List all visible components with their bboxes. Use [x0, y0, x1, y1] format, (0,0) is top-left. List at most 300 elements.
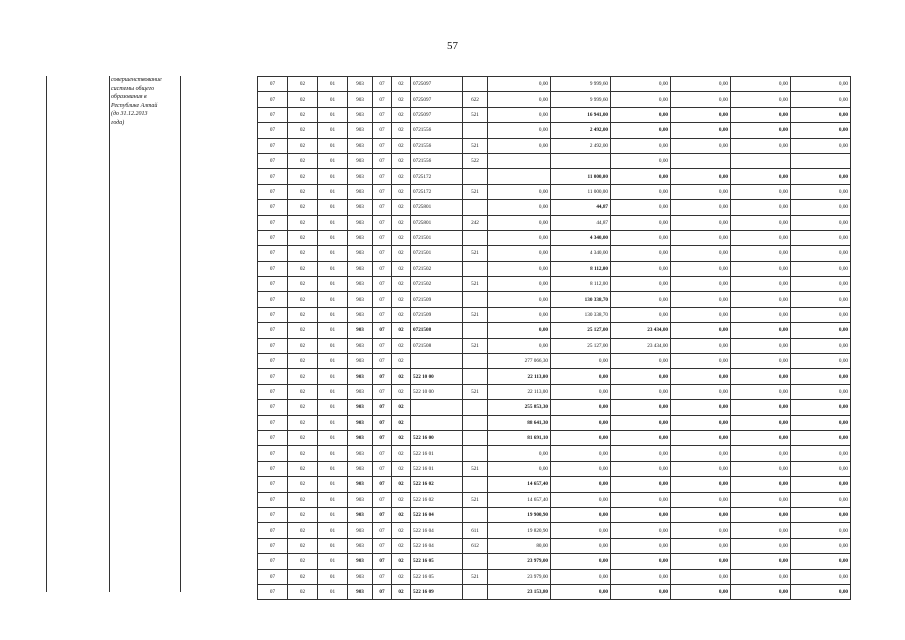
paragraph-code-cell: 02 [392, 338, 411, 353]
target-article-code-cell: 522 16 02 [411, 477, 463, 492]
amount-col-5-cell: 0,00 [731, 92, 791, 107]
amount-col-5-cell: 0,00 [731, 477, 791, 492]
amount-col-2-cell [551, 153, 611, 168]
paragraph-code-cell: 02 [392, 307, 411, 322]
description-line: образования в [111, 94, 147, 101]
amount-col-4-cell: 0,00 [671, 430, 731, 445]
section-code-cell: 07 [258, 492, 288, 507]
target-article-code-cell: 522 10 00 [411, 384, 463, 399]
chapter-code-cell: 07 [373, 492, 392, 507]
amount-col-4-cell [671, 153, 731, 168]
ministry-code-cell: 903 [348, 569, 373, 584]
target-code-cell: 01 [318, 169, 348, 184]
subsection-code-cell: 02 [288, 123, 318, 138]
chapter-code-cell: 07 [373, 554, 392, 569]
target-code-cell: 01 [318, 338, 348, 353]
amount-col-5-cell: 0,00 [731, 215, 791, 230]
expense-type-code-cell [463, 369, 488, 384]
amount-col-5-cell: 0,00 [731, 292, 791, 307]
amount-col-5-cell: 0,00 [731, 184, 791, 199]
expense-type-code-cell: 521 [463, 569, 488, 584]
amount-col-3-cell: 0,00 [611, 246, 671, 261]
column-divider [180, 76, 181, 592]
table-row [258, 554, 851, 569]
amount-col-3-cell: 0,00 [611, 523, 671, 538]
target-article-code-cell: 522 16 05 [411, 569, 463, 584]
expense-type-code-cell [463, 415, 488, 430]
amount-col-6-cell: 0,00 [791, 169, 851, 184]
subsection-code-cell: 02 [288, 107, 318, 122]
ministry-code-cell: 903 [348, 507, 373, 522]
amount-col-1-cell: 0,00 [488, 200, 551, 215]
amount-col-4-cell: 0,00 [671, 92, 731, 107]
paragraph-code-cell: 02 [392, 184, 411, 199]
amount-col-3-cell: 0,00 [611, 384, 671, 399]
target-article-code-cell: 522 16 01 [411, 446, 463, 461]
chapter-code-cell: 07 [373, 292, 392, 307]
amount-col-1-cell: 277 066,30 [488, 354, 551, 369]
paragraph-code-cell: 02 [392, 200, 411, 215]
ministry-code-cell: 903 [348, 153, 373, 168]
paragraph-code-cell: 02 [392, 261, 411, 276]
amount-col-4-cell: 0,00 [671, 338, 731, 353]
paragraph-code-cell: 02 [392, 461, 411, 476]
amount-col-1-cell: 80,00 [488, 538, 551, 553]
section-code-cell: 07 [258, 138, 288, 153]
expense-type-code-cell [463, 584, 488, 599]
amount-col-5-cell: 0,00 [731, 461, 791, 476]
ministry-code-cell: 903 [348, 107, 373, 122]
subsection-code-cell: 02 [288, 538, 318, 553]
table-row [258, 246, 851, 261]
section-code-cell: 07 [258, 215, 288, 230]
amount-col-6-cell: 0,00 [791, 446, 851, 461]
amount-col-2-cell: 0,00 [551, 507, 611, 522]
expense-type-code-cell [463, 323, 488, 338]
program-description [111, 76, 179, 128]
amount-col-3-cell: 0,00 [611, 92, 671, 107]
target-article-code-cell: 0721556 [411, 153, 463, 168]
amount-col-3-cell: 0,00 [611, 492, 671, 507]
chapter-code-cell: 07 [373, 92, 392, 107]
paragraph-code-cell: 02 [392, 92, 411, 107]
ministry-code-cell: 903 [348, 200, 373, 215]
target-code-cell: 01 [318, 446, 348, 461]
paragraph-code-cell: 02 [392, 277, 411, 292]
amount-col-4-cell: 0,00 [671, 384, 731, 399]
target-article-code-cell: 0721556 [411, 138, 463, 153]
amount-col-1-cell: 0,00 [488, 123, 551, 138]
amount-col-2-cell: 0,00 [551, 554, 611, 569]
subsection-code-cell: 02 [288, 507, 318, 522]
description-line: (до 31.12.2013 [111, 111, 148, 118]
expense-type-code-cell: 521 [463, 384, 488, 399]
subsection-code-cell: 02 [288, 215, 318, 230]
description-line: года) [111, 119, 125, 126]
section-code-cell: 07 [258, 415, 288, 430]
ministry-code-cell: 903 [348, 77, 373, 92]
amount-col-1-cell: 0,00 [488, 138, 551, 153]
amount-col-3-cell: 0,00 [611, 261, 671, 276]
amount-col-5-cell: 0,00 [731, 261, 791, 276]
target-article-code-cell [411, 354, 463, 369]
amount-col-1-cell: 0,00 [488, 292, 551, 307]
amount-col-3-cell: 0,00 [611, 138, 671, 153]
target-article-code-cell: 522 16 00 [411, 430, 463, 445]
amount-col-6-cell: 0,00 [791, 323, 851, 338]
table-row [258, 261, 851, 276]
amount-col-6-cell: 0,00 [791, 415, 851, 430]
amount-col-6-cell [791, 153, 851, 168]
amount-col-5-cell: 0,00 [731, 230, 791, 245]
amount-col-6-cell: 0,00 [791, 107, 851, 122]
amount-col-6-cell: 0,00 [791, 215, 851, 230]
amount-col-6-cell: 0,00 [791, 184, 851, 199]
amount-col-1-cell: 88 641,30 [488, 415, 551, 430]
amount-col-5-cell: 0,00 [731, 538, 791, 553]
amount-col-3-cell: 0,00 [611, 430, 671, 445]
amount-col-1-cell: 0,00 [488, 277, 551, 292]
amount-col-2-cell: 25 127,00 [551, 338, 611, 353]
amount-col-5-cell: 0,00 [731, 169, 791, 184]
target-article-code-cell: 0721501 [411, 230, 463, 245]
table-row [258, 92, 851, 107]
amount-col-3-cell: 23 434,00 [611, 323, 671, 338]
target-article-code-cell: 0725801 [411, 215, 463, 230]
amount-col-6-cell: 0,00 [791, 384, 851, 399]
amount-col-5-cell: 0,00 [731, 123, 791, 138]
chapter-code-cell: 07 [373, 123, 392, 138]
amount-col-4-cell: 0,00 [671, 184, 731, 199]
target-code-cell: 01 [318, 261, 348, 276]
target-code-cell: 01 [318, 415, 348, 430]
expense-type-code-cell: 521 [463, 461, 488, 476]
chapter-code-cell: 07 [373, 584, 392, 599]
chapter-code-cell: 07 [373, 384, 392, 399]
amount-col-4-cell: 0,00 [671, 230, 731, 245]
paragraph-code-cell: 02 [392, 415, 411, 430]
section-code-cell: 07 [258, 384, 288, 399]
amount-col-1-cell: 0,00 [488, 215, 551, 230]
target-article-code-cell: 0725097 [411, 77, 463, 92]
amount-col-3-cell: 0,00 [611, 584, 671, 599]
amount-col-5-cell: 0,00 [731, 523, 791, 538]
amount-col-5-cell: 0,00 [731, 415, 791, 430]
table-row [258, 323, 851, 338]
section-code-cell: 07 [258, 584, 288, 599]
expense-type-code-cell [463, 400, 488, 415]
table-row [258, 430, 851, 445]
amount-col-4-cell: 0,00 [671, 523, 731, 538]
subsection-code-cell: 02 [288, 492, 318, 507]
amount-col-6-cell: 0,00 [791, 477, 851, 492]
chapter-code-cell: 07 [373, 277, 392, 292]
chapter-code-cell: 07 [373, 338, 392, 353]
table-row [258, 184, 851, 199]
amount-col-3-cell: 0,00 [611, 554, 671, 569]
subsection-code-cell: 02 [288, 92, 318, 107]
amount-col-2-cell: 0,00 [551, 584, 611, 599]
amount-col-2-cell: 0,00 [551, 538, 611, 553]
target-code-cell: 01 [318, 77, 348, 92]
section-code-cell: 07 [258, 184, 288, 199]
ministry-code-cell: 903 [348, 230, 373, 245]
amount-col-5-cell: 0,00 [731, 77, 791, 92]
subsection-code-cell: 02 [288, 307, 318, 322]
amount-col-4-cell: 0,00 [671, 415, 731, 430]
section-code-cell: 07 [258, 338, 288, 353]
table-row [258, 292, 851, 307]
table-row [258, 384, 851, 399]
amount-col-4-cell: 0,00 [671, 461, 731, 476]
target-code-cell: 01 [318, 507, 348, 522]
amount-col-2-cell: 8 112,00 [551, 277, 611, 292]
amount-col-1-cell: 0,00 [488, 261, 551, 276]
paragraph-code-cell: 02 [392, 246, 411, 261]
paragraph-code-cell: 02 [392, 292, 411, 307]
amount-col-6-cell: 0,00 [791, 430, 851, 445]
expense-type-code-cell [463, 430, 488, 445]
ministry-code-cell: 903 [348, 123, 373, 138]
ministry-code-cell: 903 [348, 292, 373, 307]
target-code-cell: 01 [318, 292, 348, 307]
amount-col-6-cell: 0,00 [791, 77, 851, 92]
target-code-cell: 01 [318, 215, 348, 230]
amount-col-2-cell: 0,00 [551, 430, 611, 445]
subsection-code-cell: 02 [288, 169, 318, 184]
target-article-code-cell: 522 16 04 [411, 507, 463, 522]
subsection-code-cell: 02 [288, 200, 318, 215]
table-row [258, 77, 851, 92]
chapter-code-cell: 07 [373, 200, 392, 215]
table-row [258, 123, 851, 138]
paragraph-code-cell: 02 [392, 384, 411, 399]
ministry-code-cell: 903 [348, 400, 373, 415]
target-code-cell: 01 [318, 184, 348, 199]
ministry-code-cell: 903 [348, 323, 373, 338]
expense-type-code-cell: 611 [463, 523, 488, 538]
description-line: совершенствование [111, 77, 162, 83]
amount-col-3-cell: 0,00 [611, 446, 671, 461]
amount-col-1-cell: 255 853,30 [488, 400, 551, 415]
amount-col-6-cell: 0,00 [791, 584, 851, 599]
section-code-cell: 07 [258, 323, 288, 338]
table-row [258, 538, 851, 553]
chapter-code-cell: 07 [373, 169, 392, 184]
amount-col-5-cell: 0,00 [731, 446, 791, 461]
ministry-code-cell: 903 [348, 461, 373, 476]
amount-col-5-cell: 0,00 [731, 569, 791, 584]
amount-col-5-cell: 0,00 [731, 400, 791, 415]
target-code-cell: 01 [318, 430, 348, 445]
target-article-code-cell: 0725097 [411, 92, 463, 107]
expense-type-code-cell [463, 200, 488, 215]
chapter-code-cell: 07 [373, 369, 392, 384]
ministry-code-cell: 903 [348, 169, 373, 184]
ministry-code-cell: 903 [348, 477, 373, 492]
paragraph-code-cell: 02 [392, 569, 411, 584]
amount-col-2-cell: 0,00 [551, 461, 611, 476]
chapter-code-cell: 07 [373, 400, 392, 415]
amount-col-2-cell: 0,00 [551, 523, 611, 538]
table-row [258, 477, 851, 492]
paragraph-code-cell: 02 [392, 215, 411, 230]
amount-col-6-cell: 0,00 [791, 569, 851, 584]
amount-col-3-cell: 0,00 [611, 230, 671, 245]
paragraph-code-cell: 02 [392, 523, 411, 538]
subsection-code-cell: 02 [288, 384, 318, 399]
amount-col-2-cell: 0,00 [551, 492, 611, 507]
amount-col-4-cell: 0,00 [671, 200, 731, 215]
amount-col-6-cell: 0,00 [791, 307, 851, 322]
section-code-cell: 07 [258, 230, 288, 245]
amount-col-2-cell: 25 127,00 [551, 323, 611, 338]
expense-type-code-cell [463, 261, 488, 276]
amount-col-4-cell: 0,00 [671, 123, 731, 138]
subsection-code-cell: 02 [288, 461, 318, 476]
table-row [258, 584, 851, 599]
amount-col-5-cell: 0,00 [731, 554, 791, 569]
table-row [258, 215, 851, 230]
amount-col-2-cell: 0,00 [551, 477, 611, 492]
amount-col-3-cell: 0,00 [611, 400, 671, 415]
amount-col-2-cell: 4 340,00 [551, 230, 611, 245]
subsection-code-cell: 02 [288, 523, 318, 538]
amount-col-2-cell: 0,00 [551, 354, 611, 369]
expense-type-code-cell [463, 77, 488, 92]
amount-col-1-cell: 0,00 [488, 246, 551, 261]
target-article-code-cell: 522 16 04 [411, 523, 463, 538]
target-article-code-cell: 522 16 01 [411, 461, 463, 476]
amount-col-5-cell: 0,00 [731, 323, 791, 338]
page-number: 57 [447, 40, 458, 52]
table-body [258, 77, 851, 600]
amount-col-3-cell: 0,00 [611, 369, 671, 384]
amount-col-3-cell: 0,00 [611, 169, 671, 184]
expense-type-code-cell [463, 123, 488, 138]
subsection-code-cell: 02 [288, 354, 318, 369]
chapter-code-cell: 07 [373, 230, 392, 245]
chapter-code-cell: 07 [373, 415, 392, 430]
amount-col-4-cell: 0,00 [671, 354, 731, 369]
target-code-cell: 01 [318, 384, 348, 399]
amount-col-3-cell: 0,00 [611, 354, 671, 369]
expense-type-code-cell [463, 477, 488, 492]
target-code-cell: 01 [318, 246, 348, 261]
amount-col-3-cell: 0,00 [611, 153, 671, 168]
paragraph-code-cell: 02 [392, 492, 411, 507]
target-code-cell: 01 [318, 107, 348, 122]
ministry-code-cell: 903 [348, 584, 373, 599]
target-article-code-cell: 0725801 [411, 200, 463, 215]
table-row [258, 523, 851, 538]
subsection-code-cell: 02 [288, 430, 318, 445]
amount-col-1-cell: 0,00 [488, 107, 551, 122]
section-code-cell: 07 [258, 246, 288, 261]
amount-col-5-cell: 0,00 [731, 246, 791, 261]
subsection-code-cell: 02 [288, 569, 318, 584]
amount-col-3-cell: 0,00 [611, 507, 671, 522]
paragraph-code-cell: 02 [392, 107, 411, 122]
ministry-code-cell: 903 [348, 261, 373, 276]
target-article-code-cell: 0725172 [411, 169, 463, 184]
expense-type-code-cell [463, 292, 488, 307]
amount-col-1-cell: 0,00 [488, 184, 551, 199]
target-article-code-cell: 0721509 [411, 292, 463, 307]
amount-col-5-cell: 0,00 [731, 354, 791, 369]
amount-col-1-cell: 22 113,00 [488, 369, 551, 384]
amount-col-4-cell: 0,00 [671, 477, 731, 492]
table-row [258, 169, 851, 184]
amount-col-4-cell: 0,00 [671, 261, 731, 276]
chapter-code-cell: 07 [373, 307, 392, 322]
amount-col-6-cell: 0,00 [791, 507, 851, 522]
paragraph-code-cell: 02 [392, 230, 411, 245]
amount-col-1-cell: 0,00 [488, 77, 551, 92]
amount-col-2-cell: 9 999,60 [551, 77, 611, 92]
table-row [258, 492, 851, 507]
amount-col-3-cell: 0,00 [611, 215, 671, 230]
ministry-code-cell: 903 [348, 277, 373, 292]
target-article-code-cell: 0721501 [411, 246, 463, 261]
target-code-cell: 01 [318, 323, 348, 338]
table-row [258, 446, 851, 461]
amount-col-6-cell: 0,00 [791, 230, 851, 245]
paragraph-code-cell: 02 [392, 354, 411, 369]
paragraph-code-cell: 02 [392, 554, 411, 569]
chapter-code-cell: 07 [373, 461, 392, 476]
subsection-code-cell: 02 [288, 77, 318, 92]
amount-col-3-cell: 0,00 [611, 200, 671, 215]
amount-col-4-cell: 0,00 [671, 107, 731, 122]
expense-type-code-cell: 521 [463, 338, 488, 353]
amount-col-3-cell: 0,00 [611, 477, 671, 492]
target-code-cell: 01 [318, 569, 348, 584]
expense-type-code-cell: 521 [463, 184, 488, 199]
subsection-code-cell: 02 [288, 415, 318, 430]
chapter-code-cell: 07 [373, 523, 392, 538]
ministry-code-cell: 903 [348, 138, 373, 153]
expense-type-code-cell [463, 446, 488, 461]
table-row [258, 107, 851, 122]
table-row [258, 338, 851, 353]
amount-col-1-cell: 23 979,00 [488, 554, 551, 569]
table-row [258, 354, 851, 369]
amount-col-6-cell: 0,00 [791, 492, 851, 507]
table-row [258, 569, 851, 584]
description-line: Республике Алтай [111, 102, 158, 109]
amount-col-2-cell: 11 000,00 [551, 169, 611, 184]
target-article-code-cell: 0721509 [411, 307, 463, 322]
amount-col-6-cell: 0,00 [791, 538, 851, 553]
ministry-code-cell: 903 [348, 538, 373, 553]
amount-col-4-cell: 0,00 [671, 492, 731, 507]
expense-type-code-cell: 521 [463, 138, 488, 153]
amount-col-6-cell: 0,00 [791, 261, 851, 276]
section-code-cell: 07 [258, 77, 288, 92]
table-row [258, 461, 851, 476]
amount-col-2-cell: 44,87 [551, 200, 611, 215]
target-code-cell: 01 [318, 523, 348, 538]
amount-col-6-cell: 0,00 [791, 277, 851, 292]
table-row [258, 369, 851, 384]
amount-col-5-cell: 0,00 [731, 384, 791, 399]
chapter-code-cell: 07 [373, 507, 392, 522]
ministry-code-cell: 903 [348, 492, 373, 507]
amount-col-4-cell: 0,00 [671, 277, 731, 292]
chapter-code-cell: 07 [373, 215, 392, 230]
section-code-cell: 07 [258, 169, 288, 184]
